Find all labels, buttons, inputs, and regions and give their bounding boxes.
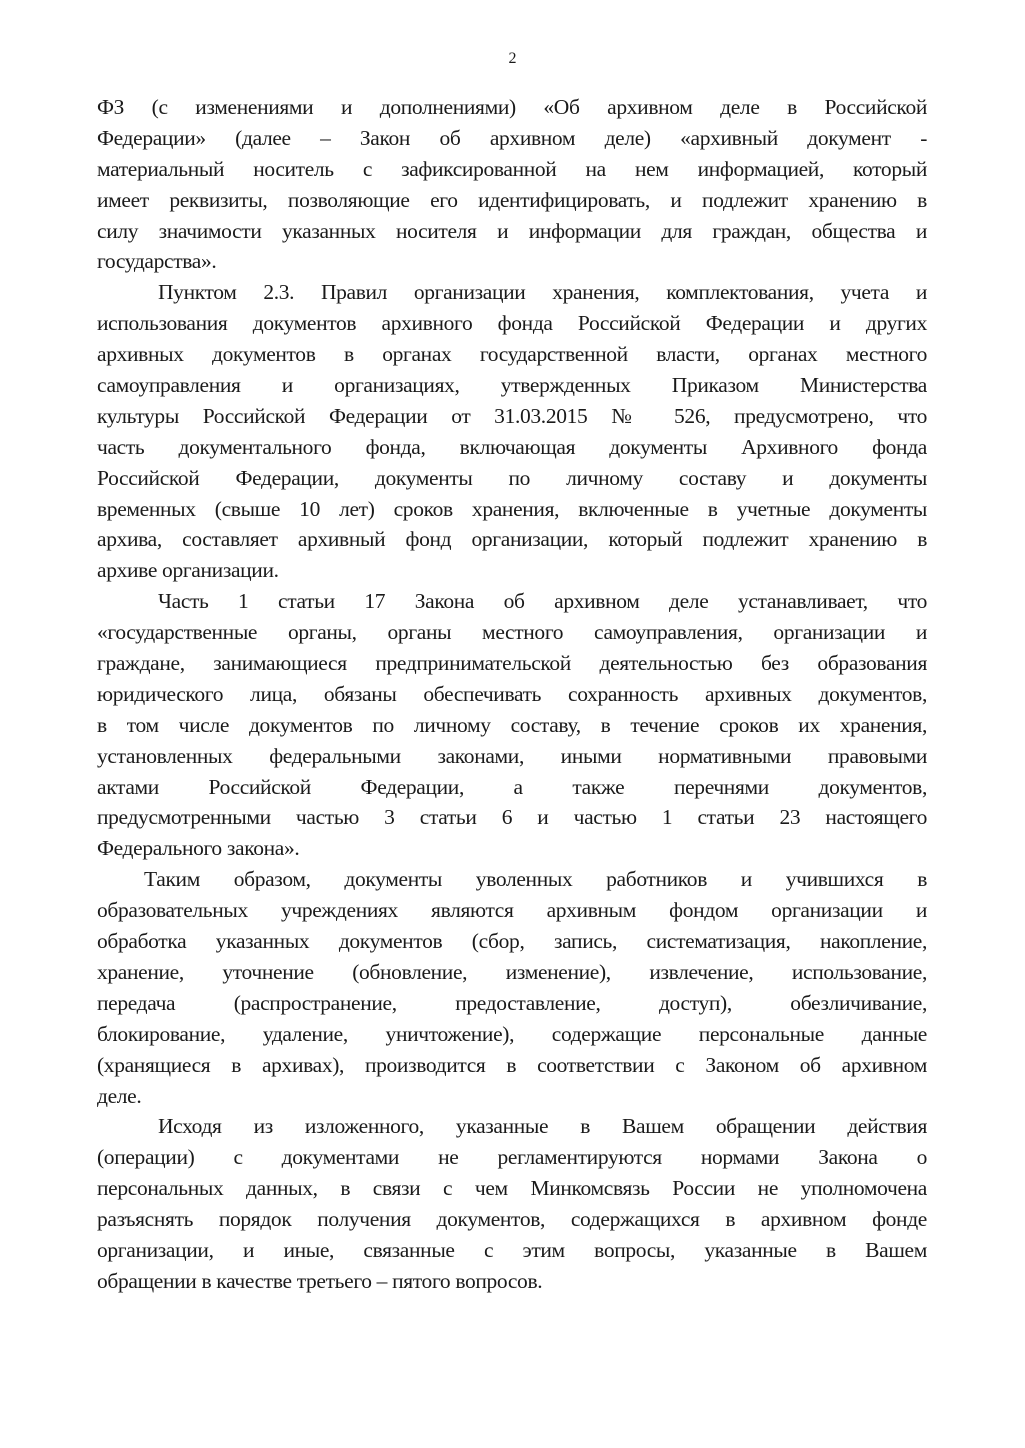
text-line: государства». [97, 249, 217, 274]
text-line: самоуправления и организациях, утвержденных Приказом Министерства [97, 373, 927, 398]
text-line: архива, составляет архивный фонд организации, который подлежит хранению в [97, 527, 927, 552]
text-line: обработка указанных документов (сбор, запись, систематизация, накопление, [97, 929, 927, 954]
text-line: Пунктом 2.3. Правил организации хранения, комплектования, учета и [158, 280, 927, 305]
text-line: организации, и иные, связанные с этим вопросы, указанные в Вашем [97, 1237, 927, 1262]
text-line: актами Российской Федерации, а также перечнями документов, [97, 774, 927, 799]
text-line: временных (свыше 10 лет) сроков хранения, включенные в учетные документы [97, 496, 927, 521]
text-line: установленных федеральными законами, иными нормативными правовыми [97, 743, 927, 768]
text-line: Часть 1 статьи 17 Закона об архивном деле устанавливает, что [158, 589, 927, 614]
text-line: разъяснять порядок получения документов, содержащихся в архивном фонде [97, 1207, 927, 1232]
text-line: материальный носитель с зафиксированной на нем информацией, который [97, 156, 927, 181]
page-number: 2 [508, 50, 517, 67]
text-line: (хранящиеся в архивах), производится в соответствии с Законом об архивном [97, 1052, 927, 1077]
text-line: граждане, занимающиеся предпринимательской деятельностью без образования [97, 651, 927, 676]
text-line: Российской Федерации, документы по личному составу и документы [97, 465, 927, 490]
text-line: использования документов архивного фонда Российской Федерации и других [97, 311, 927, 336]
text-line: передача (распространение, предоставление, доступ), обезличивание, [97, 990, 927, 1015]
text-line: деле. [97, 1083, 142, 1108]
text-line: Федерального закона». [97, 836, 300, 861]
paragraph-storage-rules [97, 277, 927, 586]
paragraph-article-17 [97, 586, 927, 864]
text-line: «государственные органы, органы местного самоуправления, организации и [97, 620, 927, 645]
text-line: предусмотренными частью 3 статьи 6 и частью 1 статьи 23 настоящего [97, 805, 927, 830]
paragraph-conclusion-archive-fund [97, 864, 927, 1111]
text-line: архивных документов в органах государственной власти, органах местного [97, 342, 927, 367]
document-body [97, 92, 927, 1297]
text-line: часть документального фонда, включающая документы Архивного фонда [97, 434, 927, 459]
paragraph-final-statement [97, 1111, 927, 1296]
text-line: имеет реквизиты, позволяющие его идентифицировать, и подлежит хранению в [97, 187, 927, 212]
text-line: образовательных учреждениях являются архивным фондом организации и [97, 898, 927, 923]
text-line: персональных данных, в связи с чем Минкомсвязь России не уполномочена [97, 1176, 927, 1201]
text-line: Таким образом, документы уволенных работников и учившихся в [144, 867, 927, 892]
text-line: обращении в качестве третьего – пятого вопросов. [97, 1268, 543, 1293]
text-line: хранение, уточнение (обновление, изменение), извлечение, использование, [97, 959, 927, 984]
text-line: силу значимости указанных носителя и информации для граждан, общества и [97, 218, 927, 243]
text-line: Исходя из изложенного, указанные в Вашем обращении действия [158, 1114, 927, 1139]
text-line: (операции) с документами не регламентируются нормами Закона о [97, 1145, 927, 1170]
text-line: архиве организации. [97, 558, 279, 583]
text-line: блокирование, удаление, уничтожение), содержащие персональные данные [97, 1021, 927, 1046]
text-line: юридического лица, обязаны обеспечивать сохранность архивных документов, [97, 681, 927, 706]
text-line: культуры Российской Федерации от 31.03.2015 № 526, предусмотрено, что [97, 403, 927, 428]
text-line: ФЗ (с изменениями и дополнениями) «Об архивном деле в Российской [97, 95, 927, 119]
paragraph-archive-law-definition [97, 92, 927, 277]
text-line: Федерации» (далее – Закон об архивном деле) «архивный документ - [97, 125, 927, 150]
text-line: в том числе документов по личному составу, в течение сроков их хранения, [97, 712, 927, 737]
